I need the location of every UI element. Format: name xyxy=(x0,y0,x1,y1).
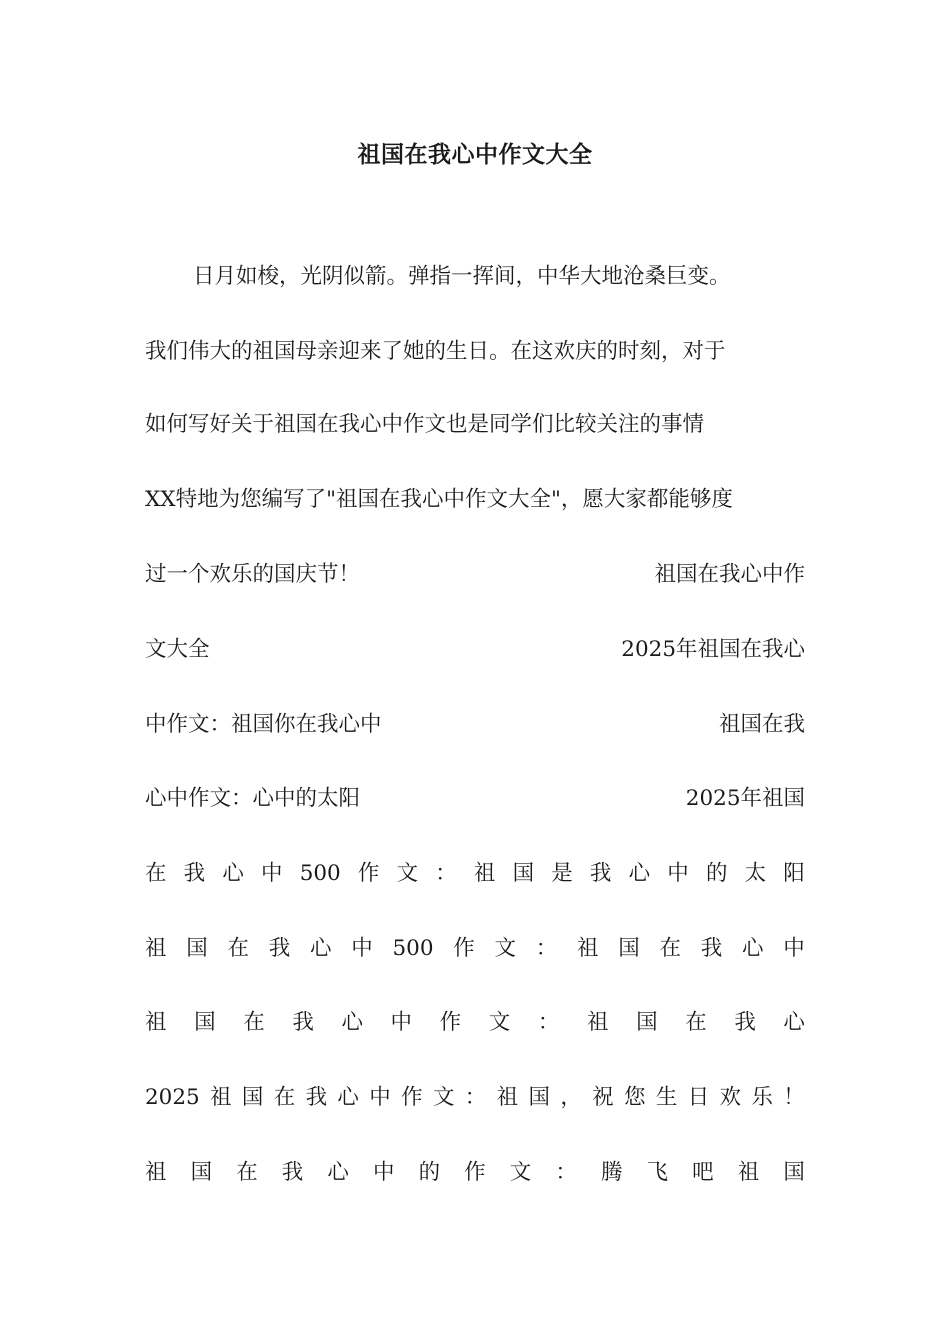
text-glyph: ： xyxy=(537,1010,560,1035)
text-glyph: 心 xyxy=(783,1010,805,1035)
text-glyph: 作 xyxy=(357,861,380,886)
text-glyph: 在 xyxy=(145,861,167,886)
paragraph-line-12 xyxy=(145,1083,805,1113)
text-glyph: 中 xyxy=(372,1160,395,1185)
text-glyph: 祖 xyxy=(496,1085,519,1110)
paragraph-line-13 xyxy=(145,1158,805,1188)
text-glyph: ！ xyxy=(783,1085,805,1110)
text-glyph: 我 xyxy=(268,936,291,961)
text-glyph: 祖 xyxy=(210,1085,232,1110)
text-glyph: 飞 xyxy=(646,1160,669,1185)
text-glyph: 祖 xyxy=(586,1010,609,1035)
paragraph-line-11 xyxy=(145,1008,805,1038)
text-glyph: 中 xyxy=(351,936,373,961)
text-glyph: ， xyxy=(560,1085,582,1110)
text-glyph: 国 xyxy=(636,1010,658,1035)
text-glyph: 国 xyxy=(241,1085,264,1110)
text-glyph: 祖 xyxy=(145,936,167,961)
text-glyph: 祖 xyxy=(145,1160,167,1185)
text-glyph: 2025 xyxy=(145,1085,200,1110)
text-glyph: 心 xyxy=(628,861,651,886)
paragraph-line-5 xyxy=(145,560,805,590)
text-glyph: 文 xyxy=(488,1010,511,1035)
text-glyph: 您 xyxy=(624,1085,646,1110)
text-glyph: 日 xyxy=(687,1085,710,1110)
text-glyph: 作 xyxy=(453,936,475,961)
text-glyph: 的 xyxy=(705,861,728,886)
text-glyph: 作 xyxy=(464,1160,486,1185)
paragraph-line-9 xyxy=(145,859,805,889)
text-glyph: ： xyxy=(555,1160,577,1185)
article-link-text: 2025年祖国 xyxy=(685,786,805,811)
text-glyph: 文 xyxy=(396,861,419,886)
text-glyph: 国 xyxy=(186,936,208,961)
article-link-text: 2025年祖国在我心 xyxy=(621,637,805,662)
paragraph-line-4: XX特地为您编写了"祖国在我心中作文大全"，愿大家都能够度 xyxy=(145,487,733,512)
text-glyph: 国 xyxy=(194,1010,216,1035)
text-glyph: 国 xyxy=(512,861,535,886)
text-glyph: 我 xyxy=(589,861,612,886)
text-glyph: 是 xyxy=(551,861,573,886)
text-glyph: 心 xyxy=(742,936,764,961)
text-glyph: 乐 xyxy=(751,1085,773,1110)
text-glyph: 在 xyxy=(273,1085,296,1110)
text-glyph: 国 xyxy=(528,1085,550,1110)
paragraph-line-7 xyxy=(145,710,805,740)
paragraph-line-6 xyxy=(145,635,805,665)
line-left-text: 心中作文：心中的太阳 xyxy=(145,786,361,811)
text-glyph: ： xyxy=(535,936,558,961)
paragraph-line-3: 如何写好关于祖国在我心中作文也是同学们比较关注的事情 xyxy=(145,412,705,437)
text-glyph: 心 xyxy=(341,1010,363,1035)
text-glyph: 作 xyxy=(401,1085,423,1110)
line-left-text: 过一个欢乐的国庆节！ xyxy=(145,562,361,587)
text-glyph: 国 xyxy=(190,1160,213,1185)
text-glyph: 文 xyxy=(432,1085,455,1110)
text-glyph: 阳 xyxy=(783,861,805,886)
text-glyph: 吧 xyxy=(692,1160,714,1185)
article-link-text: 祖国在我 xyxy=(718,712,805,737)
text-glyph: 在 xyxy=(685,1010,707,1035)
text-glyph: 生 xyxy=(655,1085,678,1110)
text-glyph: 中 xyxy=(783,936,805,961)
text-glyph: 文 xyxy=(494,936,517,961)
document-title: 祖国在我心中作文大全 xyxy=(357,141,593,168)
text-glyph: 的 xyxy=(418,1160,441,1185)
text-glyph: ： xyxy=(464,1085,487,1110)
text-glyph: 文 xyxy=(509,1160,532,1185)
text-glyph: 我 xyxy=(734,1010,756,1035)
text-glyph: 祖 xyxy=(737,1160,760,1185)
text-glyph: 作 xyxy=(439,1010,462,1035)
line-left-text: 中作文：祖国你在我心中 xyxy=(145,712,382,737)
text-glyph: 国 xyxy=(618,936,640,961)
text-glyph: ： xyxy=(435,861,457,886)
text-glyph: 心 xyxy=(222,861,244,886)
text-glyph: 我 xyxy=(183,861,206,886)
text-glyph: 500 xyxy=(392,936,434,961)
text-glyph: 我 xyxy=(281,1160,304,1185)
paragraph-line-10 xyxy=(145,934,805,964)
text-glyph: 国 xyxy=(783,1160,805,1185)
paragraph-line-8 xyxy=(145,784,805,814)
text-glyph: 祖 xyxy=(577,936,599,961)
text-glyph: 在 xyxy=(236,1160,258,1185)
text-glyph: 我 xyxy=(292,1010,314,1035)
text-glyph: 心 xyxy=(310,936,332,961)
text-glyph: 心 xyxy=(327,1160,349,1185)
text-glyph: 在 xyxy=(243,1010,265,1035)
text-glyph: 中 xyxy=(261,861,283,886)
text-glyph: 中 xyxy=(390,1010,413,1035)
text-glyph: 中 xyxy=(369,1085,391,1110)
text-glyph: 祖 xyxy=(473,861,496,886)
text-glyph: 心 xyxy=(337,1085,359,1110)
text-glyph: 在 xyxy=(659,936,682,961)
paragraph-line-1: 日月如梭，光阴似箭。弹指一挥间，中华大地沧桑巨变。 xyxy=(193,264,731,289)
text-glyph: 太 xyxy=(744,861,767,886)
text-glyph: 500 xyxy=(299,861,341,886)
article-link-text: 祖国在我心中作 xyxy=(654,562,805,587)
text-glyph: 祝 xyxy=(592,1085,614,1110)
text-glyph: 腾 xyxy=(600,1160,623,1185)
paragraph-line-2: 我们伟大的祖国母亲迎来了她的生日。在这欢庆的时刻，对于 xyxy=(145,339,726,364)
text-glyph: 中 xyxy=(667,861,689,886)
line-left-text: 文大全 xyxy=(145,637,210,662)
text-glyph: 欢 xyxy=(719,1085,742,1110)
text-glyph: 在 xyxy=(227,936,250,961)
text-glyph: 祖 xyxy=(145,1010,167,1035)
text-glyph: 我 xyxy=(305,1085,328,1110)
text-glyph: 我 xyxy=(700,936,723,961)
